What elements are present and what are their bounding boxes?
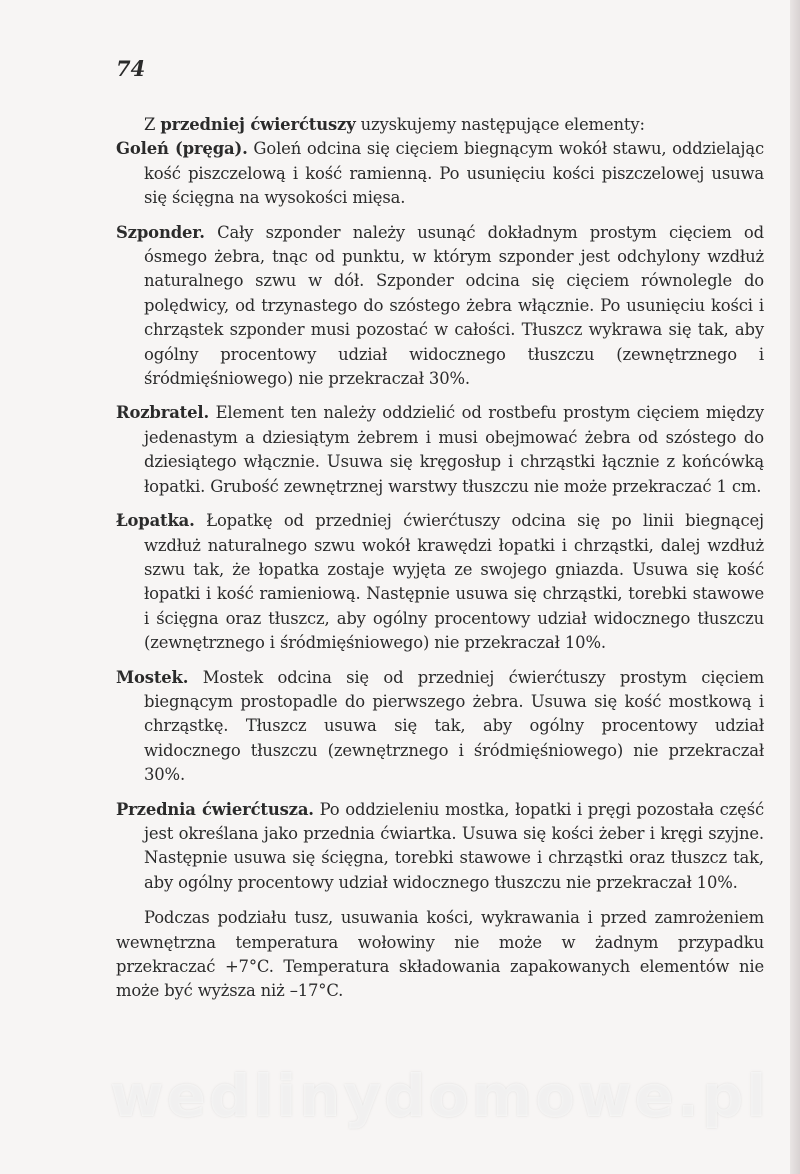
section-text: Cały szponder należy usunąć dokładnym prostym cięciem od ósmego żebra, tnąc od punktu, w którym szponder jest odchylony wzdłuż naturalnego szwu w dół. Szponder odcina się cięciem równolegle do polędwicy, od trzynastego do szóstego żebra włącznie. Po usunięciu kości i chrząstek szponder musi pozostać w całości. Tłuszcz wykrawa się tak, aby ogólny procentowy udział widocznego tłuszczu (zewnętrznego i śródmięśniowego) nie przekraczał 30%. xyxy=(144,222,764,389)
section-term: Mostek. xyxy=(116,667,189,687)
intro-suffix: uzyskujemy następujące elementy: xyxy=(355,115,645,134)
watermark: wedlinydomowe.pl xyxy=(110,1062,770,1130)
page-number: 74 xyxy=(116,56,146,81)
closing-paragraph: Podczas podziału tusz, usuwania kości, wykrawania i przed zamrożeniem wewnętrzna temperatura wołowiny nie może w żadnym przypadku przekraczać +7°C. Temperatura składowania zapakowanych elementów nie może być wyższa niż –17°C. xyxy=(116,908,764,1001)
section-golen xyxy=(116,137,764,210)
section-term: Rozbratel. xyxy=(116,403,210,423)
section-lopatka xyxy=(116,509,764,655)
section-text: Łopatkę od przedniej ćwierćtuszy odcina się po linii biegnącej wzdłuż naturalnego szwu wokół krawędzi łopatki i chrząstki, dalej wzdłuż szwu tak, że łopatka zostaje wyjęta ze swojego gniazda. Usuwa się kość łopatki i kość ramieniową. Następnie usuwa się chrząstki, torebki stawowe i ścięgna oraz tłuszcz, aby ogólny procentowy udział widocznego tłuszczu (zewnętrznego i śródmięśniowego) nie przekraczał 10%. xyxy=(144,511,764,653)
intro-paragraph xyxy=(116,113,764,137)
section-term: Łopatka. xyxy=(116,511,195,531)
section-term: Szponder. xyxy=(116,222,205,242)
section-term: Goleń (pręga). xyxy=(116,139,248,159)
section-przednia-cwiercwtusza xyxy=(116,798,764,896)
section-szponder xyxy=(116,221,764,392)
section-term: Przednia ćwierćtusza. xyxy=(116,799,314,819)
section-text: Mostek odcina się od przedniej ćwierćtuszy prostym cięciem biegnącym prostopadle do pierwszego żebra. Usuwa się kość mostkową i chrząstkę. Tłuszcz usuwa się tak, aby ogólny procentowy udział widocznego tłuszczu (zewnętrznego i śródmięśniowego) nie przekraczał 30%. xyxy=(144,667,764,785)
intro-prefix: Z xyxy=(144,115,161,134)
section-rozbratel xyxy=(116,401,764,499)
page-body xyxy=(116,113,764,1004)
section-text: Element ten należy oddzielić od rostbefu prostym cięciem między jedenastym a dziesiątym żebrem i musi obejmować żebra od szóstego do dziesiątego włącznie. Usuwa się kręgosłup i chrząstki łącznie z końcówką łopatki. Grubość zewnętrznej warstwy tłuszczu nie może przekraczać 1 cm. xyxy=(144,403,765,496)
section-text: Goleń odcina się cięciem biegnącym wokół stawu, oddzielając kość piszczelową i kość ramienną. Po usunięciu kości piszczelowej usuwa się ścięgna na wysokości mięsa. xyxy=(144,139,765,208)
intro-emphasis: przedniej ćwierćtuszy xyxy=(160,115,356,134)
page-edge-shadow xyxy=(790,0,800,1174)
section-mostek xyxy=(116,666,764,788)
section-text: Po oddzieleniu mostka, łopatki i pręgi pozostała część jest określana jako przednia ćwiartka. Usuwa się kości żeber i kręgi szyjne. Następnie usuwa się ścięgna, torebki stawowe i chrząstki oraz tłuszcz tak, aby ogólny procentowy udział widocznego tłuszczu nie przekraczał 10%. xyxy=(144,799,764,892)
